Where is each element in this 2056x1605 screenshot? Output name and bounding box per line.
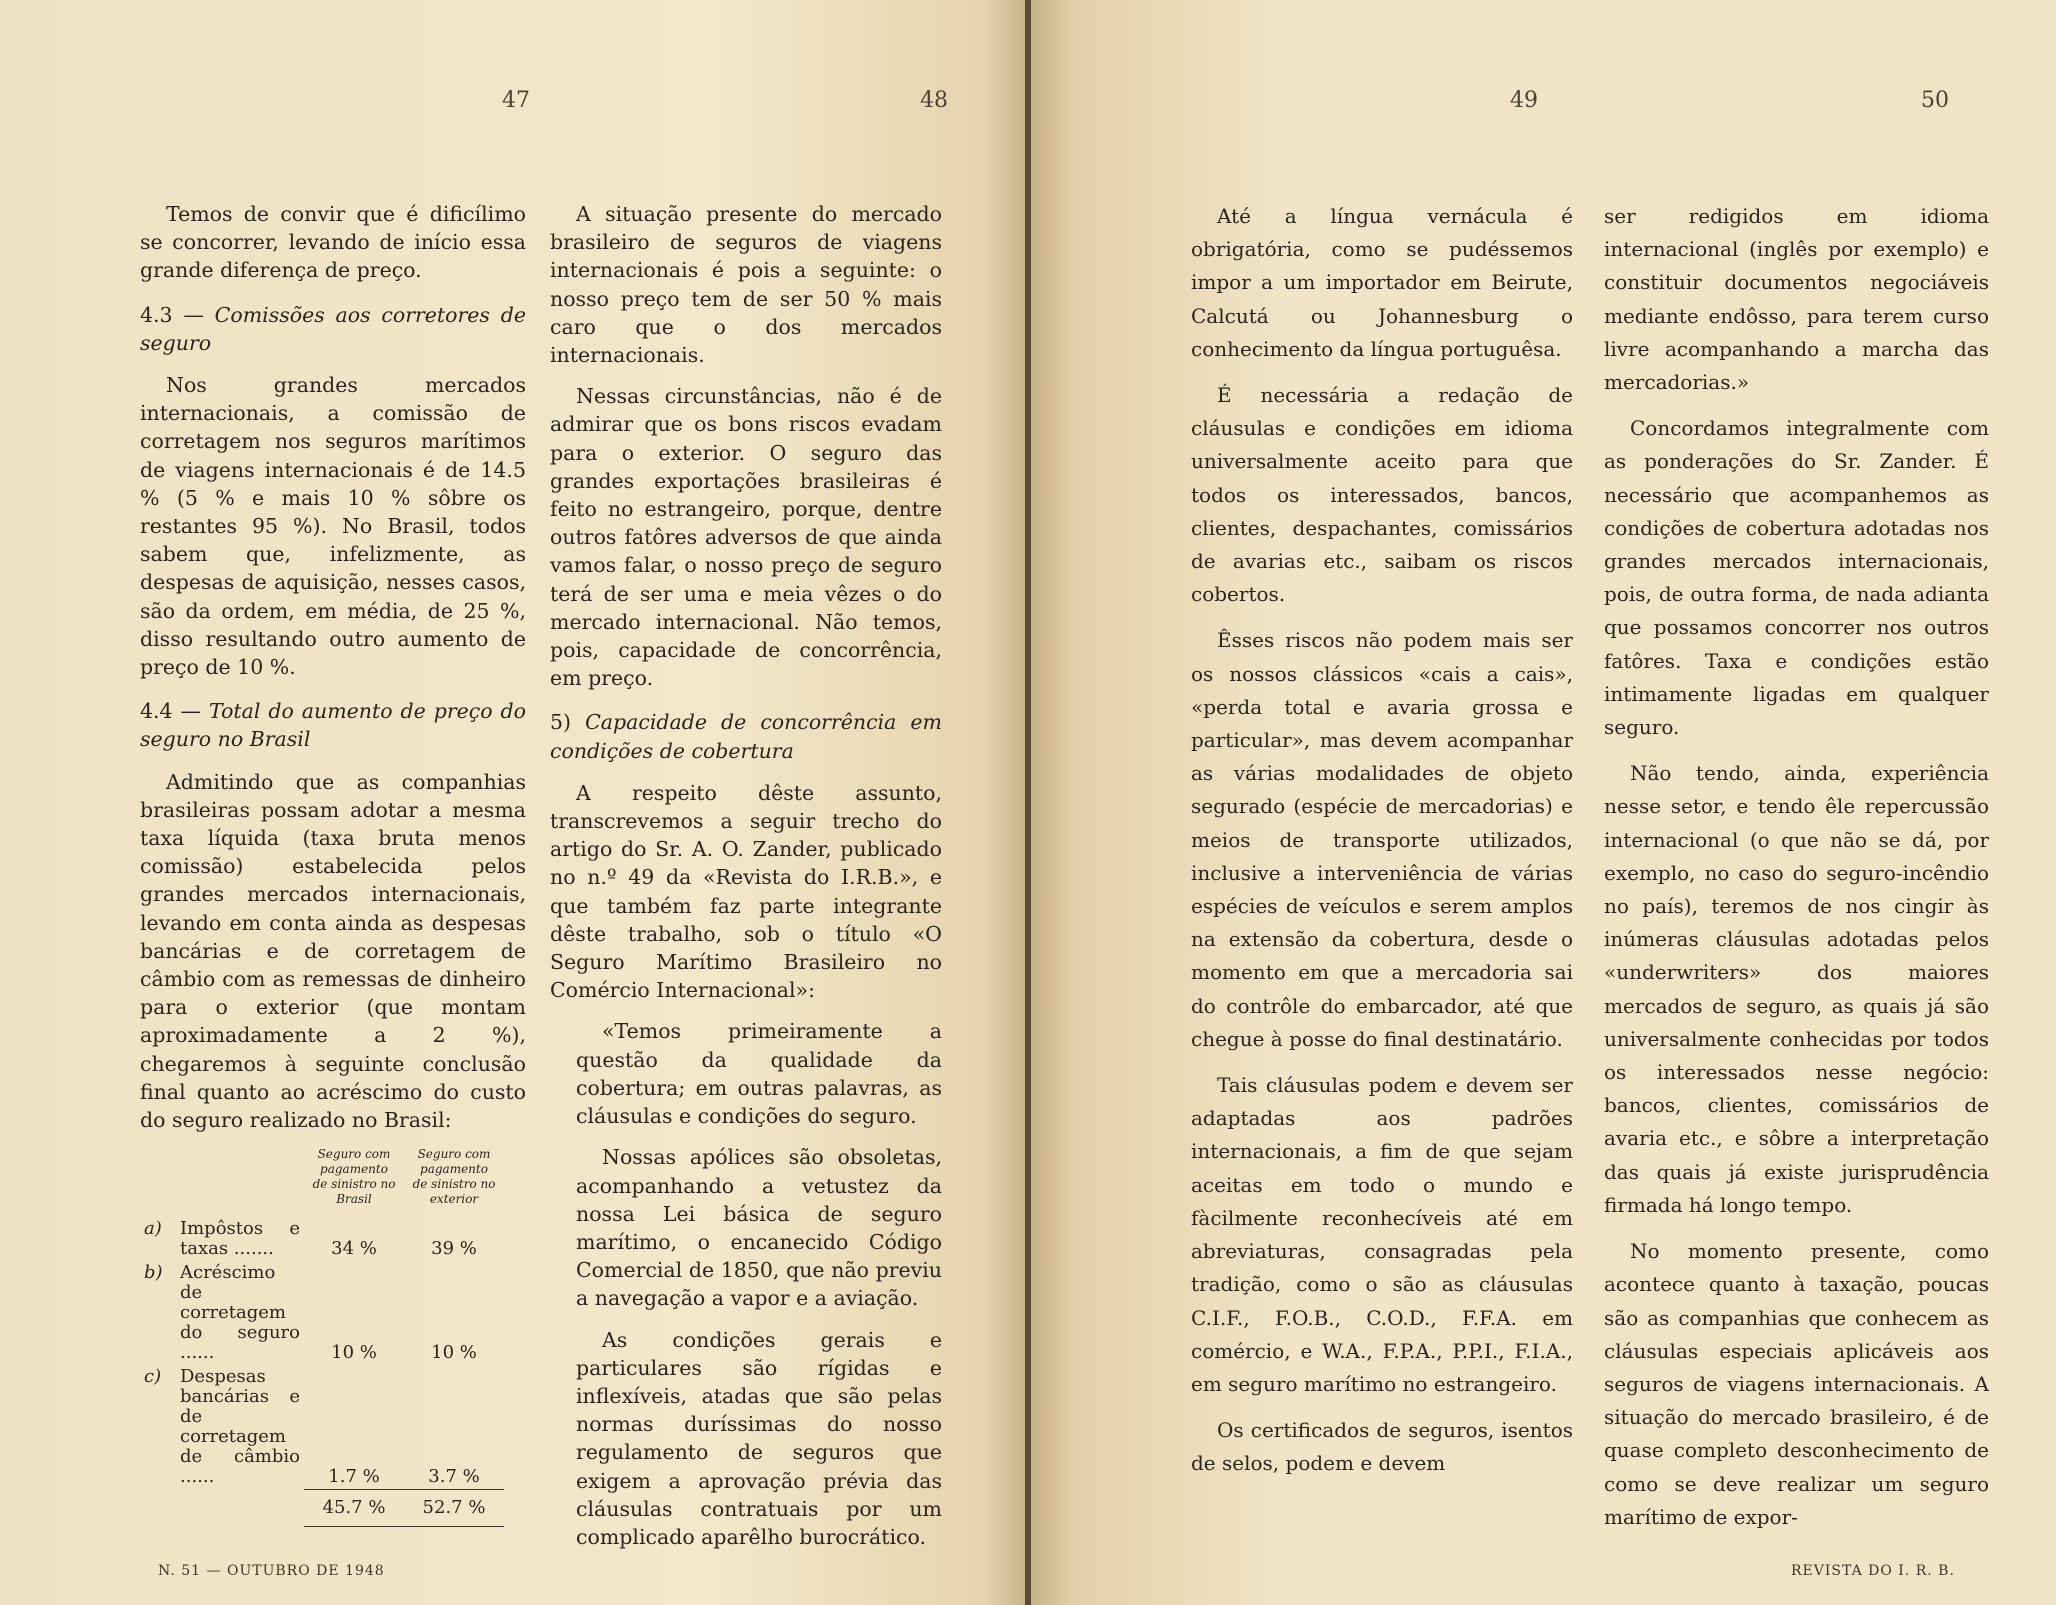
- total-exterior: 52.7 %: [404, 1489, 504, 1526]
- page-47-column: [140, 200, 526, 1527]
- value-exterior: 3.7 %: [428, 1465, 480, 1487]
- paragraph: Os certificados de seguros, isentos de selos, podem e devem: [1191, 1418, 1573, 1476]
- value-brasil: 1.7 %: [328, 1465, 380, 1487]
- page-number-50: 50: [1921, 88, 1949, 113]
- column-header-brasil: Seguro com pagamento de sinistro no Brasil: [312, 1147, 396, 1207]
- page-48-column: [550, 200, 942, 1564]
- value-brasil: 10 %: [331, 1342, 377, 1364]
- paragraph: No momento presente, como acontece quanto à taxação, poucas são as companhias que conhecem as cláusulas especiais aplicáveis aos seguros de viagens internacionais. A situação do mercado brasileiro, é de quase completo desconhecimento de como se deve realizar um seguro marítimo de expor-: [1604, 1239, 1989, 1529]
- table-row: [140, 1365, 504, 1489]
- page-50-column: [1604, 200, 1989, 1547]
- section-number: 4.4 —: [140, 699, 202, 724]
- page-number-47: 47: [502, 88, 530, 113]
- value-exterior: 10 %: [431, 1342, 477, 1364]
- page-number-48: 48: [920, 88, 948, 113]
- row-letter: a): [144, 1218, 162, 1240]
- row-label: Impôstos e taxas .......: [180, 1218, 300, 1260]
- paragraph: ser redigidos em idioma internacional (inglês por exemplo) e constituir documentos negociáveis mediante endôsso, para terem curso livre acompanhando a marcha das mercadorias.»: [1604, 204, 1989, 395]
- paragraph: Não tendo, ainda, experiência nesse setor, e tendo êle repercussão internacional (o que não se dá, por exemplo, no caso do seguro-incêndio no país), teremos de nos cingir às inúmeras cláusulas adotadas pelos «underwriters» dos maiores mercados de seguro, as quais já são universalmente conhecidas por todos os interessados nesse negócio: bancos, clientes, comissários de avaria etc., e sôbre a interpretação das quais já existe jurisprudência firmada há longo tempo.: [1604, 761, 1989, 1217]
- paragraph: É necessária a redação de cláusulas e condições em idioma universalmente aceito para que todos os interessados, bancos, clientes, despachantes, comissários de avarias etc., saibam os riscos cobertos.: [1191, 383, 1573, 607]
- section-title: Capacidade de concorrência em condições de cobertura: [550, 710, 942, 763]
- table-total-row: [140, 1489, 504, 1526]
- left-page-spread: [0, 0, 1025, 1605]
- section-title: Total do aumento de preço do seguro no Brasil: [140, 699, 526, 752]
- row-label: Acréscimo de corretagem do seguro ......: [180, 1262, 300, 1364]
- paragraph: Concordamos integralmente com as ponderações do Sr. Zander. É necessário que acompanhemos as condições de cobertura adotadas nos grandes mercados internacionais, pois, de outra forma, de nada adianta que possamos concorrer nos outros fatôres. Taxa e condições estão intimamente ligadas em qualquer seguro.: [1604, 416, 1989, 740]
- table-row: [140, 1217, 504, 1261]
- row-letter: b): [144, 1262, 163, 1284]
- table-row: [140, 1261, 504, 1365]
- paragraph: Admitindo que as companhias brasileiras possam adotar a mesma taxa líquida (taxa bruta menos comissão) estabelecida pelos grandes mercados internacionais, levando em conta ainda as despesas bancárias e de corretagem de câmbio com as remessas de dinheiro para o exterior (que montam aproximadamente a 2 %), chegaremos à seguinte conclusão final quanto ao acréscimo do custo do seguro realizado no Brasil:: [140, 769, 526, 1133]
- page-number-49: 49: [1510, 88, 1538, 113]
- paragraph: Nessas circunstâncias, não é de admirar que os bons riscos evadam para o exterior. O seguro das grandes exportações brasileiras é feito no estrangeiro, porque, dentre outros fatôres adversos de que ainda vamos falar, o nosso preço de seguro terá de ser uma e meia vêzes o do mercado internacional. Não temos, pois, capacidade de concorrência, em preço.: [550, 384, 942, 691]
- value-brasil: 34 %: [331, 1238, 377, 1260]
- section-number: 5): [550, 710, 572, 735]
- section-title: Comissões aos corretores de seguro: [140, 302, 526, 355]
- page-49-column: [1191, 200, 1573, 1494]
- block-quote: [550, 1017, 942, 1551]
- footer-journal: REVISTA DO I. R. B.: [1791, 1563, 1955, 1579]
- paragraph: Êsses riscos não podem mais ser os nossos clássicos «cais a cais», «perda total e avaria grossa e particular», mas devem acompanhar as várias modalidades de objeto segurado (espécie de mercadorias) e meios de transporte utilizados, inclusive a interveniência de várias espécies de veículos e serem amplos na extensão da cobertura, desde o momento em que a mercadoria sai do contrôle do embarcador, até que chegue à posse do final destinatário.: [1191, 628, 1573, 1051]
- paragraph: Até a língua vernácula é obrigatória, como se pudéssemos impor a um importador em Beirute, Calcutá ou Johannesburg o conhecimento da língua portuguêsa.: [1191, 204, 1573, 361]
- row-label: Despesas bancárias e de corretagem de câmbio ......: [180, 1366, 300, 1488]
- paragraph: Tais cláusulas podem e devem ser adaptadas aos padrões internacionais, a fim de que sejam aceitas em todo o mundo e fàcilmente reconhecíveis até em abreviaturas, consagradas pela tradição, como o são as cláusulas C.I.F., F.O.B., C.O.D., F.F.A. em comércio, e W.A., F.P.A., P.P.I., F.I.A., em seguro marítimo no estrangeiro.: [1191, 1073, 1573, 1396]
- quote-paragraph: As condições gerais e particulares são rígidas e inflexíveis, atadas que são pelas normas duríssimas do nosso regulamento de seguros que exigem a aprovação prévia das cláusulas contratuais por um complicado aparêlho burocrático.: [576, 1327, 942, 1549]
- column-header-exterior: Seguro com pagamento de sinistro no exterior: [412, 1147, 496, 1207]
- quote-paragraph: Nossas apólices são obsoletas, acompanhando a vetustez da nossa Lei básica de seguro marítimo, o encanecido Código Comercial de 1850, que não previu a navegação a vapor e a aviação.: [576, 1145, 942, 1311]
- right-page-spread: [1031, 0, 2056, 1605]
- total-brasil: 45.7 %: [304, 1489, 404, 1526]
- paragraph: A situação presente do mercado brasileiro de seguros de viagens internacionais é pois a seguinte: o nosso preço tem de ser 50 % mais caro que o dos mercados internacionais.: [550, 202, 942, 368]
- paragraph: A respeito dêste assunto, transcrevemos a seguir trecho do artigo do Sr. A. O. Zander, publicado no n.º 49 da «Revista do I.R.B.», e que também faz parte integrante dêste trabalho, sob o título «O Seguro Marítimo Brasileiro no Comércio Internacional»:: [550, 780, 942, 1003]
- quote-paragraph: «Temos primeiramente a questão da qualidade da cobertura; em outras palavras, as cláusulas e condições do seguro.: [576, 1019, 942, 1129]
- paragraph: Temos de convir que é dificílimo se concorrer, levando de início essa grande diferença de preço.: [140, 202, 526, 283]
- row-letter: c): [144, 1366, 162, 1388]
- section-number: 4.3 —: [140, 302, 204, 327]
- cost-increase-table: [140, 1147, 504, 1527]
- section-heading-4-4: [140, 697, 526, 753]
- table-header-row: [140, 1147, 504, 1217]
- paragraph: Nos grandes mercados internacionais, a comissão de corretagem nos seguros marítimos de viagens internacionais é de 14.5 % (5 % e mais 10 % sôbre os restantes 95 %). No Brasil, todos sabem que, infelizmente, as despesas de aquisição, nesses casos, são da ordem, em média, de 25 %, disso resultando outro aumento de preço de 10 %.: [140, 373, 526, 680]
- section-heading-5: [550, 708, 942, 764]
- footer-issue: N. 51 — OUTUBRO DE 1948: [158, 1563, 385, 1579]
- section-heading-4-3: [140, 301, 526, 357]
- value-exterior: 39 %: [431, 1238, 477, 1260]
